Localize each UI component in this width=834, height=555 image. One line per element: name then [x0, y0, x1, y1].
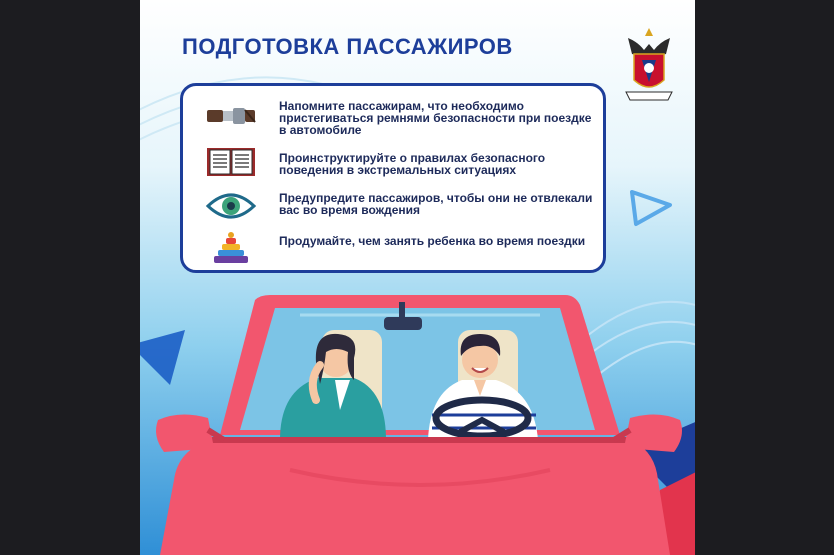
- toy-pyramid-icon: [205, 230, 257, 266]
- book-icon: [205, 144, 257, 180]
- tips-card: [180, 83, 606, 273]
- tip-item: [183, 94, 609, 138]
- eye-icon: [205, 188, 257, 224]
- tip-item: [183, 184, 609, 228]
- play-triangle-decor: [632, 192, 670, 224]
- car-hood: [160, 440, 670, 555]
- tip-text: Предупредите пассажиров, чтобы они не отвлекали вас во время вождения: [279, 191, 593, 217]
- tip-text: Продумайте, чем занять ребенка во время поездки: [279, 234, 586, 248]
- left-mirror: [156, 414, 214, 452]
- rearview-mirror: [384, 317, 422, 330]
- page-title: ПОДГОТОВКА ПАССАЖИРОВ: [182, 34, 513, 59]
- tip-text: Напомните пассажирам, что необходимо пристегиваться ремнями безопасности при поездке в автомобиле: [279, 99, 592, 137]
- police-emblem-icon: [624, 24, 674, 106]
- tip-item: [183, 140, 609, 184]
- seatbelt-icon: [205, 98, 257, 134]
- tip-item: [183, 226, 609, 270]
- poster: [140, 0, 695, 555]
- tip-text: Проинструктируйте о правилах безопасного поведения в экстремальных ситуациях: [279, 151, 546, 177]
